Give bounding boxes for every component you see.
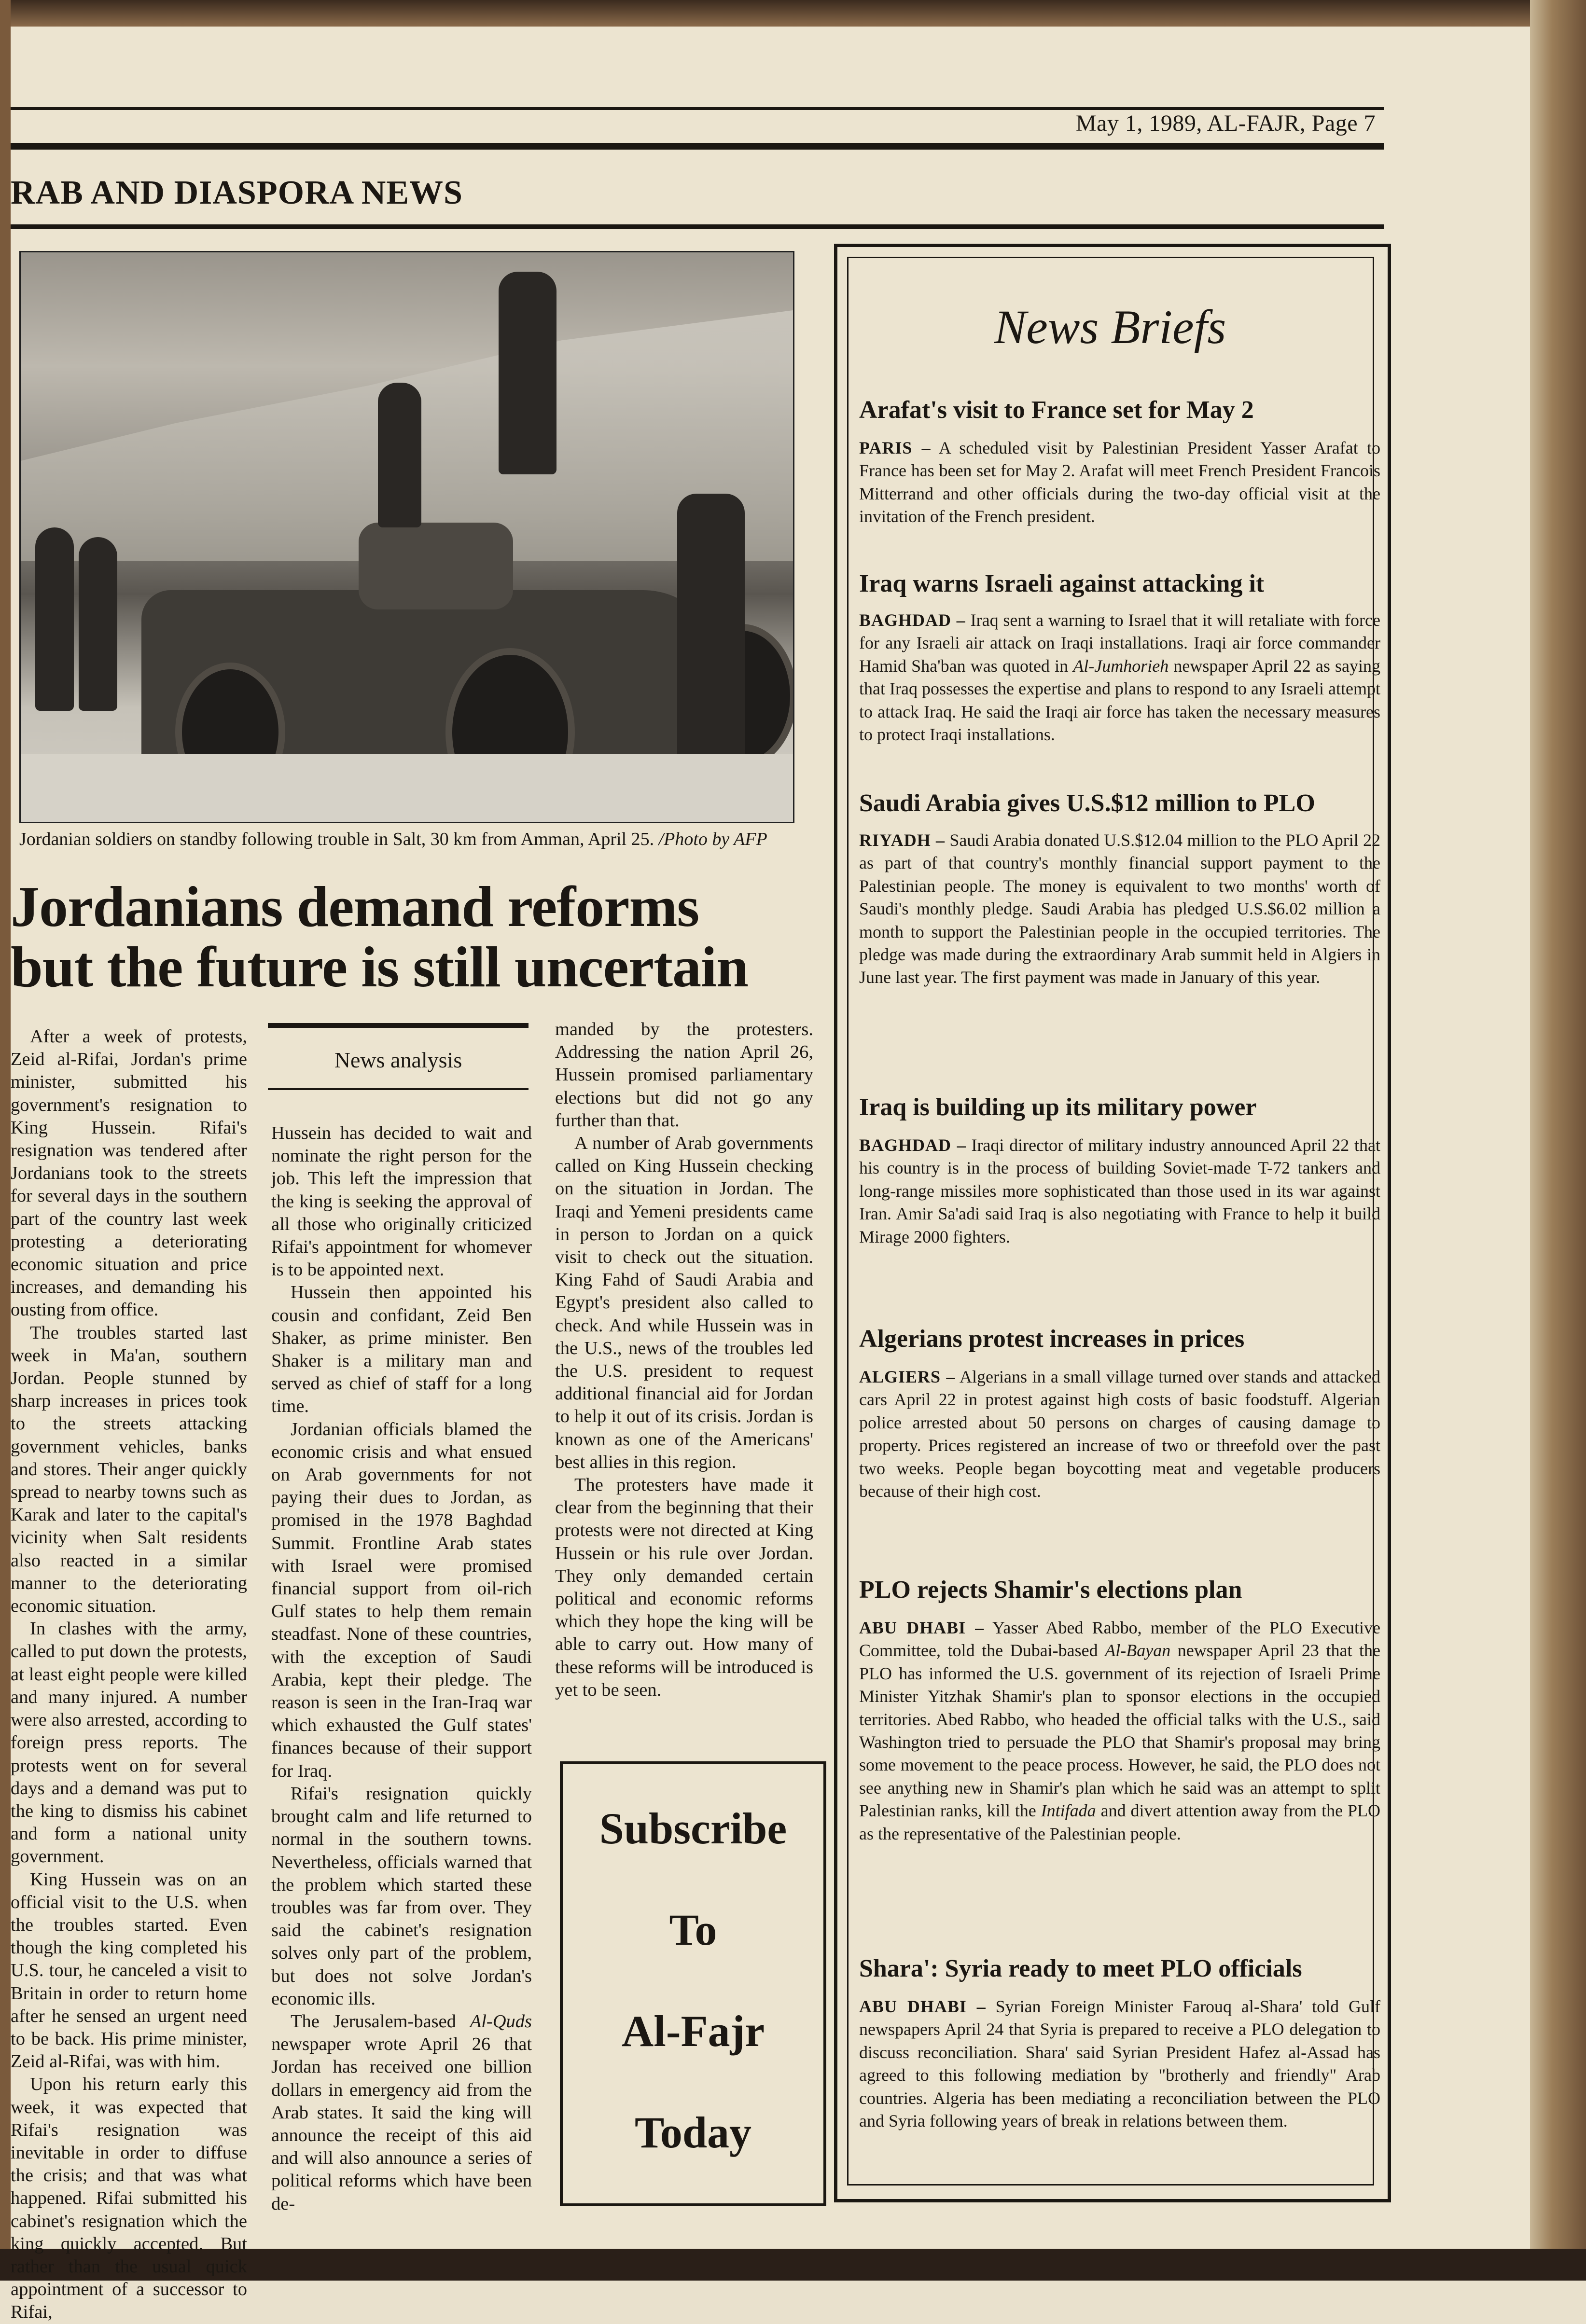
paragraph: Hussein then appointed his cousin and confidant, Zeid Ben Shaker, as prime minister. Ben Shaker is a military man and served as chief of staff for a long time. bbox=[271, 1282, 532, 1417]
brief-text: ALGIERS – Algerians in a small village turned over stands and attacked cars April 22 in protest against high costs of basic foodstuff. Algerian police arrested about 50 persons on charges of causing damage to property. Prices registered an increase of two or threefold over the past two weeks. People began boycotting meat and vegetable producers because of their high cost. bbox=[859, 1367, 1381, 1501]
subscribe-line-1: Subscribe bbox=[599, 1804, 787, 1853]
headline-line-2: but the future is still uncertain bbox=[11, 935, 749, 999]
brief-text: BAGHDAD – Iraqi director of military industry announced April 22 that his country is in the process of building Soviet-made T-72 tankers and long-range missiles more sophisticated than those used in its war against Iran. Amir Sa'adi said Iraq is also negotiating with France to help it build Mirage 2000 fighters. bbox=[859, 1135, 1380, 1246]
dateline: BAGHDAD – bbox=[859, 610, 966, 630]
paragraph: Jordanian officials blamed the economic crisis and what ensued on Arab governments for not paying their dues to Jordan, as promised in the 1978 Baghdad Summit. Frontline Arab states with Israel were promised financial support from oil-rich Gulf states to help them remain steadfast. None of these countries, with the exception of Saudi Arabia, kept their pledge. The reason is seen in the Iran-Iraq war which exhausted the Gulf states' finances because of their support for Iraq. bbox=[271, 1419, 532, 1781]
caption-text: Jordanian soldiers on standby following trouble in Salt, 30 km from Amman, April 25. bbox=[19, 829, 654, 849]
paragraph: In clashes with the army, called to put down the protests, at least eight people were killed and many injured. A number were also arrested, according to foreign press reports. The protests went on for several days and a demand was put to the king to dismiss his cabinet and form a national unity government. bbox=[11, 1618, 247, 1867]
paragraph: The Jerusalem-based Al-Quds newspaper wrote April 26 that Jordan has received one billion dollars in emergency aid from the Arab states. It said the king will announce the receipt of this aid and will also announce a series of political reforms which have been de- bbox=[271, 2011, 532, 2214]
headline-line-1: Jordanians demand reforms bbox=[11, 874, 699, 939]
paragraph: Upon his return early this week, it was expected that Rifai's resignation was inevitable in order to diffuse the crisis; and that was what happened. Rifai submitted his cabinet's resignation which the king quickly accepted. But rather than the usual quick appointment of a successor to Rifai, bbox=[11, 2074, 247, 2323]
subscribe-ad bbox=[560, 1761, 826, 2206]
paragraph: King Hussein was on an official visit to the U.S. when the troubles started. Even though the king completed his U.S. tour, he canceled a visit to Britain in order to return home after he sensed an urgent need to be back. His prime minister, Zeid al-Rifai, was with him. bbox=[11, 1869, 247, 2072]
scan-left-edge bbox=[0, 0, 11, 2281]
paragraph: The protesters have made it clear from the beginning that their protests were not directed at King Hussein or his rule over Jordan. They only demanded certain political and economic reforms which they hope the king will be able to carry out. How many of these reforms will be introduced is yet to be seen. bbox=[555, 1475, 813, 1700]
brief-headline: Shara': Syria ready to meet PLO officials bbox=[859, 1955, 1302, 1982]
subscribe-line-2: To bbox=[669, 1905, 717, 1954]
brief-text: PARIS – A scheduled visit by Palestinian President Yasser Arafat to France has been set for May 2. Arafat will meet French President Francois Mitterrand and other officials during the two-day official visit at the invitation of the French president. bbox=[859, 438, 1380, 526]
brief-text: RIYADH – Saudi Arabia donated U.S.$12.04 million to the PLO April 22 as part of that country's monthly financial support payment to the Palestinian people. The money is equivalent to two months' worth of Saudi's monthly pledge. Saudi Arabia has pledged U.S.$6.02 million a month to support the Palestinian people in the occupied territories. The pledge was made during the extraordinary Arab summit held in Algiers in June last year. The first payment was made in January of this year. bbox=[859, 830, 1381, 987]
news-briefs-title: News Briefs bbox=[994, 300, 1226, 354]
brief-text: BAGHDAD – Iraq sent a warning to Israel that it will retaliate with force for any Israeli air attack on Iraqi installations. Iraqi air force commander Hamid Sha'ban was quoted in Al-Jumhorieh newspaper April 22 as saying that Iraq possesses the expertise and plans to respond to any Israeli attempt to attack Iraq. He said the Iraqi air force has taken the necessary measures to protect Iraqi installations. bbox=[859, 610, 1381, 745]
paragraph: The troubles started last week in Ma'an, southern Jordan. People stunned by sharp increases in prices took to the streets attacking government vehicles, banks and stores. Their anger quickly spread to nearby towns such as Karak and later to the capital's vicinity when Salt residents also reacted in a similar manner to the deteriorating economic situation. bbox=[11, 1322, 247, 1617]
article-column-3 bbox=[555, 1018, 813, 1702]
photo-caption bbox=[19, 828, 792, 850]
brief-text: ABU DHABI – Yasser Abed Rabbo, member of the PLO Executive Committee, told the Dubai-based Al-Bayan newspaper April 23 that the PLO has informed the U.S. government of its rejection of Israeli Prime Minister Yitzhak Shamir's plan to sponsor elections in the occupied territories. Abed Rabbo, who headed the official talks with the U.S., said Washington tried to persuade the PLO that Shamir's proposal may bring some movement to the peace process. However, he said, the PLO does not see anything new in Shamir's plan which he said was an attempt to split Palestinian ranks, kill the Intifada and divert attention away from the PLO as the representative of the Palestinian people. bbox=[859, 1618, 1381, 1843]
analysis-rule-top bbox=[268, 1023, 529, 1028]
paragraph: After a week of protests, Zeid al-Rifai, Jordan's prime minister, submitted his government's resignation to King Hussein. Rifai's resignation was tendered after Jordanians took to the streets for several days in the southern part of the country last week protesting a deteriorating economic situation and price increases, and demanding his ousting from office. bbox=[11, 1026, 247, 1320]
brief-headline: Saudi Arabia gives U.S.$12 million to PLO bbox=[859, 789, 1315, 817]
paragraph: manded by the protesters. Addressing the nation April 26, Hussein promised parliamentary elections but did not go any further than that. bbox=[555, 1019, 813, 1131]
subscribe-line-4: Today bbox=[634, 2108, 752, 2157]
paragraph: Hussein has decided to wait and nominate the right person for the job. This left the impression that the king is seeking the approval of all those who originally criticized Rifai's appointment for whomever is to be appointed next. bbox=[271, 1123, 532, 1280]
dateline: ALGIERS – bbox=[859, 1367, 956, 1386]
subscribe-line-3: Al-Fajr bbox=[621, 2006, 765, 2056]
brief-headline: Iraq warns Israeli against attacking it bbox=[859, 570, 1265, 597]
brief-headline: Algerians protest increases in prices bbox=[859, 1325, 1245, 1353]
page-header: May 1, 1989, AL-FAJR, Page 7 bbox=[1075, 111, 1376, 136]
newspaper-name: Al-Quds bbox=[470, 2011, 532, 2032]
paragraph: A number of Arab governments called on King Hussein checking on the situation in Jordan. The Iraqi and Yemeni presidents came in person to Jordan on a quick visit to check out the situation. King Fahd of Saudi Arabia and Egypt's president also called to check. And while Hussein was in the U.S., news of the troubles led the U.S. president to request additional financial aid for Jordan to help it out of its crisis. Jordan is known as one of the Americans' best allies in this region. bbox=[555, 1133, 813, 1472]
scan-top-edge bbox=[0, 0, 1586, 27]
paragraph: Rifai's resignation quickly brought calm and life returned to normal in the southern towns. Nevertheless, officials warned that the problem which started these troubles was far from over. They said the cabinet's resignation solves only part of the problem, but does not solve Jordan's economic ills. bbox=[271, 1783, 532, 2009]
dateline: BAGHDAD – bbox=[859, 1135, 966, 1155]
brief-text: ABU DHABI – Syrian Foreign Minister Farouq al-Shara' told Gulf newspapers April 24 that Syria is prepared to receive a PLO delegation to discuss reconciliation. Shara' said Syrian President Hafez al-Assad has agreed to this following mediation by "brotherly and friendly" Arab countries. Algeria has been mediating a reconciliation between the PLO and Syria following years of break in relations between them. bbox=[859, 1997, 1380, 2131]
photo-credit: /Photo by AFP bbox=[658, 829, 767, 849]
dateline: ABU DHABI – bbox=[859, 1618, 985, 1637]
article-column-2 bbox=[271, 1122, 532, 2215]
dateline: PARIS – bbox=[859, 438, 931, 457]
brief-headline: PLO rejects Shamir's elections plan bbox=[859, 1576, 1242, 1604]
article-column-1 bbox=[11, 1025, 247, 2324]
brief-headline: Arafat's visit to France set for May 2 bbox=[859, 396, 1254, 424]
section-title: RAB AND DIASPORA NEWS bbox=[11, 174, 463, 211]
section-rule bbox=[11, 224, 1384, 229]
brief-headline: Iraq is building up its military power bbox=[859, 1093, 1257, 1121]
news-analysis-label: News analysis bbox=[334, 1048, 462, 1072]
news-photo bbox=[19, 251, 794, 823]
dateline: ABU DHABI – bbox=[859, 1997, 986, 2016]
header-rule-thick bbox=[11, 143, 1384, 150]
book-binding bbox=[1530, 0, 1586, 2281]
dateline: RIYADH – bbox=[859, 830, 946, 850]
analysis-rule-bottom bbox=[268, 1088, 529, 1090]
